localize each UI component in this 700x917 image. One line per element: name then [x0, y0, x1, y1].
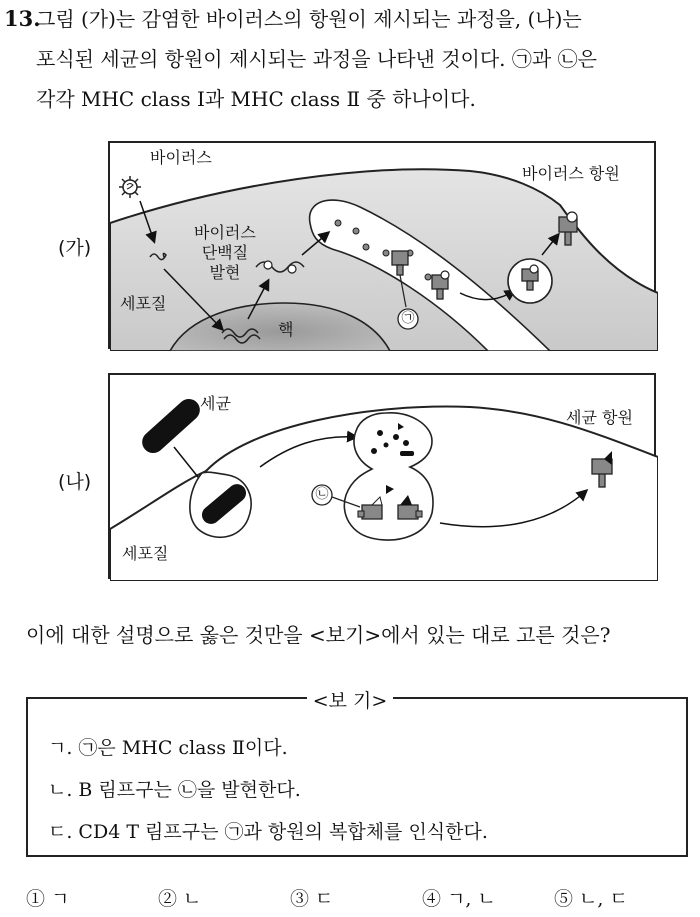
question-number: 13.: [4, 6, 41, 31]
choice-5[interactable]: ⑤ ㄴ, ㄷ: [554, 888, 628, 910]
bogi-item-a: ㄱ. ㉠은 MHC class Ⅱ이다.: [48, 737, 288, 759]
bogi-title-wrap: [0, 686, 700, 713]
question-prompt: 이에 대한 설명으로 옳은 것만을 <보기>에서 있는 대로 고른 것은?: [26, 623, 611, 647]
label-bacterial-antigen: 세균 항원: [566, 408, 633, 427]
figure-na-panel: [108, 373, 656, 579]
label-viral-antigen: 바이러스 항원: [522, 164, 620, 183]
label-viral-protein: 바이러스 단백질 발현: [194, 223, 256, 282]
label-cytoplasm-ga: 세포질: [120, 294, 167, 313]
virus-icon: [119, 176, 141, 198]
question-line-1: 그림 (가)는 감염한 바이러스의 항원이 제시되는 과정을, (나)는: [36, 7, 582, 31]
bogi-box: [26, 697, 688, 857]
choice-4[interactable]: ④ ㄱ, ㄴ: [422, 888, 496, 910]
figure-ga-tag: (가): [58, 237, 92, 259]
question-line-3: 각각 MHC class Ⅰ과 MHC class Ⅱ 중 하나이다.: [36, 87, 476, 111]
bogi-item-b: ㄴ. B 림프구는 ㉡을 발현한다.: [48, 779, 301, 801]
marker-na: ㉡: [315, 487, 329, 502]
bogi-item-c: ㄷ. CD4 T 림프구는 ㉠과 항원의 복합체를 인식한다.: [48, 821, 488, 843]
bogi-title: <보 기>: [307, 690, 394, 712]
choice-1[interactable]: ① ㄱ: [26, 888, 70, 910]
figure-na-diagram: [110, 375, 658, 581]
figure-ga-panel: [108, 141, 656, 349]
question-line-2: 포식된 세균의 항원이 제시되는 과정을 나타낸 것이다. ㉠과 ㉡은: [36, 47, 597, 71]
label-nucleus: 핵: [278, 320, 294, 339]
label-cytoplasm-na: 세포질: [122, 544, 169, 563]
choice-2[interactable]: ② ㄴ: [158, 888, 202, 910]
choice-3[interactable]: ③ ㄷ: [290, 888, 334, 910]
marker-ga: ㉠: [401, 311, 415, 326]
bacterium-outside: [138, 394, 205, 457]
figure-na-tag: (나): [58, 471, 92, 493]
label-virus: 바이러스: [150, 148, 212, 167]
label-bacterium: 세균: [200, 394, 231, 413]
